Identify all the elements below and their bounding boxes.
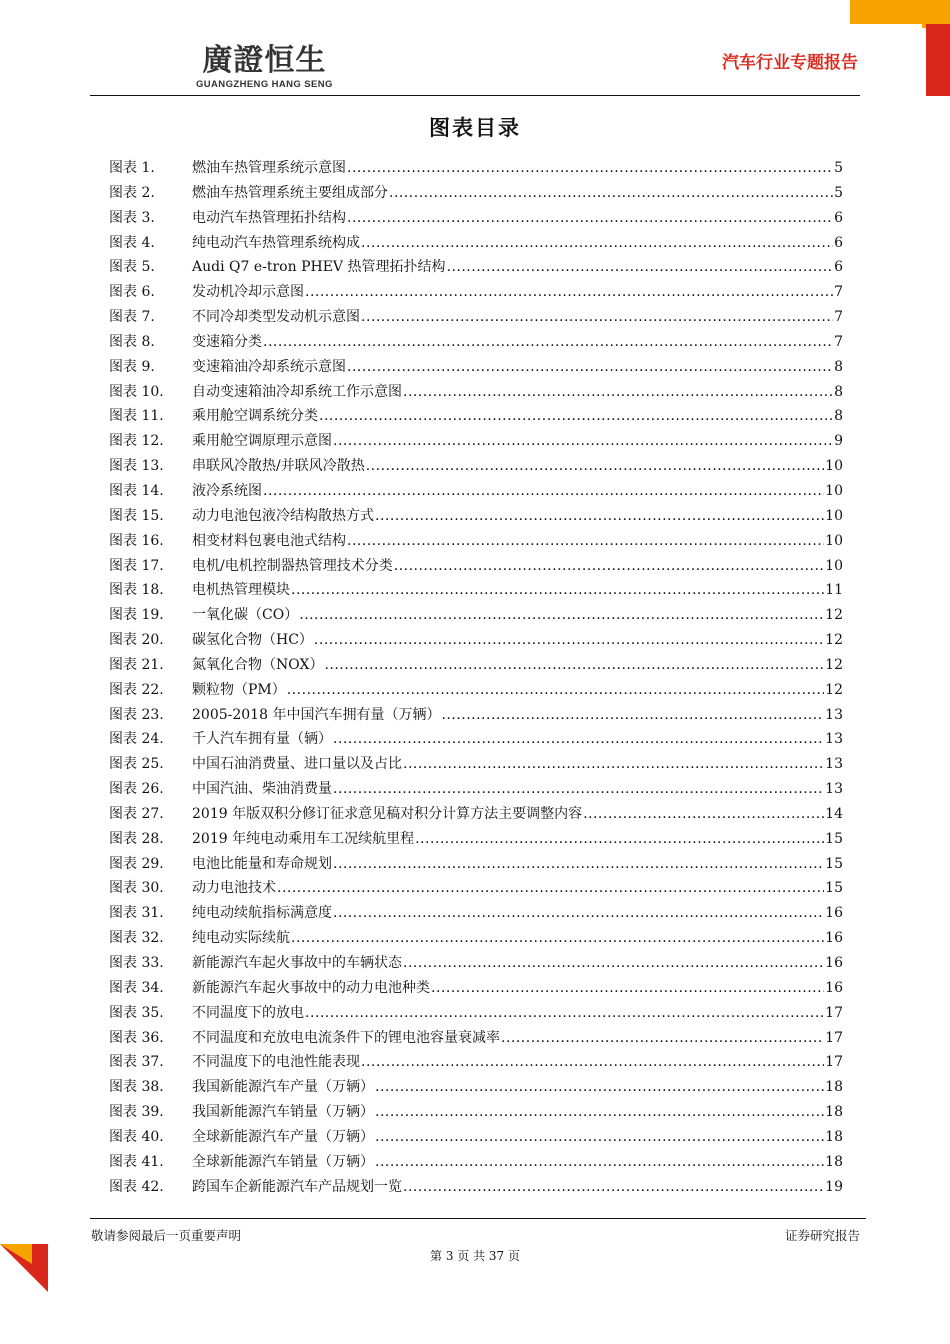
toc-entry-page: 9 <box>834 433 843 450</box>
toc-dot-leader <box>403 1179 824 1195</box>
toc-entry-page: 7 <box>834 333 843 350</box>
toc-entry[interactable] <box>109 356 843 381</box>
toc-entry[interactable] <box>109 381 843 406</box>
toc-entry[interactable] <box>109 654 843 679</box>
toc-entry-label: 图表 8. <box>109 333 155 350</box>
toc-entry-title: 不同温度和充放电电流条件下的锂电池容量衰减率 <box>192 1029 500 1046</box>
toc-entry[interactable] <box>109 455 843 480</box>
toc-entry-title: 动力电池包液冷结构散热方式 <box>192 507 374 524</box>
toc-dot-leader <box>333 905 824 921</box>
toc-dot-leader <box>287 682 824 698</box>
toc-entry[interactable] <box>109 232 843 257</box>
toc-entry-title: 全球新能源汽车销量（万辆） <box>192 1153 374 1170</box>
toc-entry[interactable] <box>109 927 843 952</box>
toc-entry-label: 图表 34. <box>109 979 164 996</box>
toc-entry-page: 18 <box>825 1128 843 1145</box>
toc-dot-leader <box>291 582 824 598</box>
toc-dot-leader <box>305 284 833 300</box>
corner-decoration-top-right <box>850 0 950 96</box>
toc-entry-page: 8 <box>834 358 843 375</box>
toc-entry[interactable] <box>109 778 843 803</box>
toc-entry-label: 图表 14. <box>109 482 164 499</box>
toc-entry-page: 16 <box>825 905 843 922</box>
toc-entry-label: 图表 33. <box>109 955 164 971</box>
toc-entry[interactable] <box>109 679 843 704</box>
toc-entry-label: 图表 5. <box>109 259 155 276</box>
toc-entry-label: 图表 22. <box>109 681 164 698</box>
toc-entry-title: 变速箱分类 <box>192 333 262 350</box>
toc-entry-page: 11 <box>825 582 843 599</box>
toc-entry[interactable] <box>109 505 843 530</box>
toc-entry-title: 燃油车热管理系统主要组成部分 <box>192 184 388 201</box>
toc-entry-title: 一氧化碳（CO） <box>192 607 299 624</box>
toc-entry-label: 图表 35. <box>109 1004 164 1021</box>
toc-entry-title: 不同温度下的放电 <box>192 1004 304 1021</box>
toc-dot-leader <box>375 1129 824 1145</box>
toc-entry-title: Audi Q7 e-tron PHEV 热管理拓扑结构 <box>192 259 446 276</box>
toc-entry-page: 7 <box>834 284 843 301</box>
toc-entry[interactable] <box>109 1051 843 1076</box>
toc-entry-page: 17 <box>825 1004 843 1021</box>
toc-entry-label: 图表 40. <box>109 1128 164 1145</box>
toc-entry-label: 图表 15. <box>109 507 164 524</box>
toc-entry-page: 8 <box>834 408 843 425</box>
page-title: 图表目录 <box>429 116 521 140</box>
footer-doc-type: 证券研究报告 <box>784 1228 860 1243</box>
toc-entry-label: 图表 4. <box>109 234 155 251</box>
toc-entry[interactable] <box>109 629 843 654</box>
toc-entry[interactable] <box>109 1002 843 1027</box>
toc-entry-page: 15 <box>825 830 843 847</box>
toc-dot-leader <box>583 806 824 822</box>
toc-entry-label: 图表 18. <box>109 582 164 599</box>
toc-dot-leader <box>347 160 833 176</box>
toc-entry[interactable] <box>109 828 843 853</box>
toc-entry-page: 17 <box>825 1054 843 1071</box>
toc-entry-label: 图表 10. <box>109 383 164 400</box>
toc-entry[interactable] <box>109 182 843 207</box>
page-number: 第 3 页 共 37 页 <box>430 1249 520 1263</box>
toc-entry-page: 5 <box>834 184 843 201</box>
toc-entry-label: 图表 21. <box>109 656 164 673</box>
toc-entry-page: 16 <box>825 955 843 971</box>
toc-entry[interactable] <box>109 530 843 555</box>
toc-entry[interactable] <box>109 1027 843 1052</box>
toc-entry[interactable] <box>109 1126 843 1151</box>
toc-entry-title: 电动汽车热管理拓扑结构 <box>192 209 346 226</box>
toc-dot-leader <box>361 235 833 251</box>
toc-entry[interactable] <box>109 1151 843 1176</box>
toc-entry[interactable] <box>109 753 843 778</box>
toc-dot-leader <box>431 980 824 996</box>
toc-entry-label: 图表 11. <box>109 408 164 425</box>
toc-entry[interactable] <box>109 1076 843 1101</box>
toc-entry-page: 12 <box>825 632 843 649</box>
toc-dot-leader <box>375 1104 824 1120</box>
toc-entry-page: 10 <box>825 507 843 524</box>
toc-entry-title: 变速箱油冷却系统示意图 <box>192 358 346 375</box>
toc-entry-page: 7 <box>834 309 843 326</box>
toc-entry[interactable] <box>109 207 843 232</box>
toc-entry[interactable] <box>109 256 843 281</box>
toc-entry[interactable] <box>109 952 843 977</box>
toc-dot-leader <box>441 707 824 723</box>
toc-entry-label: 图表 41. <box>109 1153 164 1170</box>
toc-entry-title: 电机热管理模块 <box>192 582 290 599</box>
toc-entry-label: 图表 19. <box>109 607 164 624</box>
toc-dot-leader <box>291 930 824 946</box>
toc-entry[interactable] <box>109 480 843 505</box>
toc-entry-title: 串联风冷散热/并联风冷散热 <box>192 458 365 475</box>
toc-entry-label: 图表 25. <box>109 756 164 773</box>
toc-entry-title: 颗粒物（PM） <box>192 681 286 698</box>
toc-entry[interactable] <box>109 405 843 430</box>
company-logo <box>196 44 333 90</box>
toc-entry-label: 图表 12. <box>109 433 164 450</box>
toc-entry[interactable] <box>109 430 843 455</box>
toc-entry-title: 乘用舱空调原理示意图 <box>192 433 332 450</box>
corner-decoration-bottom-left <box>0 1244 48 1292</box>
toc-entry-page: 10 <box>825 532 843 549</box>
toc-entry-page: 16 <box>825 930 843 947</box>
toc-entry-label: 图表 37. <box>109 1054 164 1071</box>
toc-entry[interactable] <box>109 604 843 629</box>
toc-entry[interactable] <box>109 306 843 331</box>
toc-entry-title: 新能源汽车起火事故中的车辆状态 <box>192 955 402 971</box>
toc-entry[interactable] <box>109 555 843 580</box>
toc-dot-leader <box>347 359 833 375</box>
toc-entry[interactable] <box>109 977 843 1002</box>
logo-chinese-name: 廣證恒生 <box>202 43 327 78</box>
toc-entry-label: 图表 2. <box>109 184 155 201</box>
toc-entry-label: 图表 1. <box>109 160 155 176</box>
toc-entry-title: 不同温度下的电池性能表现 <box>192 1054 360 1071</box>
toc-entry-title: 电机/电机控制器热管理技术分类 <box>192 557 393 574</box>
toc-dot-leader <box>305 1005 824 1021</box>
toc-dot-leader <box>403 384 833 400</box>
toc-entry-label: 图表 27. <box>109 805 164 822</box>
toc-entry-label: 图表 13. <box>109 458 164 475</box>
toc-entry-page: 14 <box>825 805 843 822</box>
toc-entry[interactable] <box>109 331 843 356</box>
toc-entry-title: 相变材料包裹电池式结构 <box>192 532 346 549</box>
toc-entry-page: 13 <box>825 756 843 773</box>
toc-entry-label: 图表 16. <box>109 532 164 549</box>
toc-entry-page: 12 <box>825 607 843 624</box>
toc-dot-leader <box>333 731 824 747</box>
report-type-label: 汽车行业专题报告 <box>722 53 858 73</box>
toc-entry-title: 液冷系统图 <box>192 482 262 499</box>
toc-entry-label: 图表 26. <box>109 781 164 798</box>
toc-dot-leader <box>333 856 824 872</box>
toc-dot-leader <box>375 1079 824 1095</box>
toc-entry-label: 图表 39. <box>109 1104 164 1121</box>
toc-dot-leader <box>324 657 824 673</box>
toc-entry-label: 图表 17. <box>109 557 164 574</box>
toc-dot-leader <box>361 309 833 325</box>
toc-entry-label: 图表 23. <box>109 706 164 723</box>
toc-entry-label: 图表 36. <box>109 1029 164 1046</box>
toc-entry-label: 图表 31. <box>109 905 164 922</box>
toc-entry-title: 纯电动实际续航 <box>192 930 290 947</box>
toc-entry[interactable] <box>109 579 843 604</box>
toc-entry-title: 跨国车企新能源汽车产品规划一览 <box>192 1178 402 1195</box>
toc-entry-title: 燃油车热管理系统示意图 <box>192 160 346 176</box>
toc-entry-page: 10 <box>825 482 843 499</box>
toc-entry-label: 图表 9. <box>109 358 155 375</box>
toc-entry[interactable] <box>109 281 843 306</box>
logo-english-name: GUANGZHENG HANG SENG <box>196 79 333 90</box>
toc-entry-label: 图表 32. <box>109 930 164 947</box>
toc-entry-page: 15 <box>825 880 843 897</box>
toc-dot-leader <box>389 185 833 201</box>
toc-entry-title: 发动机冷却示意图 <box>192 284 304 301</box>
toc-entry-label: 图表 38. <box>109 1079 164 1096</box>
toc-entry[interactable] <box>109 877 843 902</box>
toc-entry-page: 12 <box>825 681 843 698</box>
toc-entry-label: 图表 20. <box>109 632 164 649</box>
toc-entry-page: 18 <box>825 1153 843 1170</box>
header-divider <box>90 95 860 96</box>
toc-entry-title: 动力电池技术 <box>192 880 276 897</box>
toc-dot-leader <box>447 259 834 275</box>
toc-dot-leader <box>319 408 833 424</box>
toc-dot-leader <box>347 210 833 226</box>
toc-dot-leader <box>403 955 824 971</box>
toc-entry-title: 我国新能源汽车销量（万辆） <box>192 1104 374 1121</box>
table-of-figures <box>109 157 843 1200</box>
toc-entry-title: 新能源汽车起火事故中的动力电池种类 <box>192 979 430 996</box>
toc-entry-page: 18 <box>825 1079 843 1096</box>
toc-dot-leader <box>347 533 824 549</box>
toc-entry-title: 乘用舱空调系统分类 <box>192 408 318 425</box>
toc-entry-page: 12 <box>825 656 843 673</box>
toc-entry-title: 2019 年版双积分修订征求意见稿对积分计算方法主要调整内容 <box>192 805 583 822</box>
toc-entry-title: 2005-2018 年中国汽车拥有量（万辆） <box>192 706 441 723</box>
toc-dot-leader <box>314 632 824 648</box>
toc-entry-title: 纯电动续航指标满意度 <box>192 905 332 922</box>
toc-entry-page: 8 <box>834 383 843 400</box>
toc-entry-page: 19 <box>825 1178 843 1195</box>
toc-dot-leader <box>361 1054 824 1070</box>
toc-entry[interactable] <box>109 728 843 753</box>
toc-entry-page: 13 <box>825 706 843 723</box>
toc-dot-leader <box>263 334 833 350</box>
toc-entry-label: 图表 24. <box>109 731 164 748</box>
toc-dot-leader <box>403 756 824 772</box>
toc-entry-title: 中国石油消费量、进口量以及占比 <box>192 756 402 773</box>
toc-dot-leader <box>375 1154 824 1170</box>
toc-entry-title: 电池比能量和寿命规划 <box>192 855 332 872</box>
toc-entry-label: 图表 42. <box>109 1178 164 1195</box>
toc-entry-page: 18 <box>825 1104 843 1121</box>
toc-entry-title: 中国汽油、柴油消费量 <box>192 781 332 798</box>
toc-entry-page: 13 <box>825 731 843 748</box>
toc-entry-label: 图表 7. <box>109 309 155 326</box>
toc-entry-title: 不同冷却类型发动机示意图 <box>192 309 360 326</box>
footer-disclaimer: 敬请参阅最后一页重要声明 <box>91 1228 242 1243</box>
footer-divider <box>90 1218 866 1219</box>
toc-entry[interactable] <box>109 1176 843 1201</box>
toc-entry[interactable] <box>109 853 843 878</box>
toc-entry-page: 13 <box>825 781 843 798</box>
toc-entry-page: 16 <box>825 979 843 996</box>
toc-entry-label: 图表 29. <box>109 855 164 872</box>
toc-entry-label: 图表 30. <box>109 880 164 897</box>
toc-entry-page: 5 <box>834 160 843 176</box>
toc-entry[interactable] <box>109 803 843 828</box>
toc-entry-page: 15 <box>825 855 843 872</box>
toc-entry-label: 图表 28. <box>109 830 164 847</box>
toc-entry-page: 17 <box>825 1029 843 1046</box>
toc-dot-leader <box>277 880 824 896</box>
toc-entry-label: 图表 6. <box>109 284 155 301</box>
toc-entry-title: 千人汽车拥有量（辆） <box>192 731 332 748</box>
toc-entry-page: 10 <box>825 458 843 475</box>
toc-entry-title: 我国新能源汽车产量（万辆） <box>192 1079 374 1096</box>
toc-entry-page: 6 <box>834 209 843 226</box>
toc-entry-title: 全球新能源汽车产量（万辆） <box>192 1128 374 1145</box>
toc-entry[interactable] <box>109 902 843 927</box>
toc-dot-leader <box>415 831 824 847</box>
toc-entry-title: 纯电动汽车热管理系统构成 <box>192 234 360 251</box>
toc-entry-title: 自动变速箱油冷却系统工作示意图 <box>192 383 402 400</box>
toc-entry-label: 图表 3. <box>109 209 155 226</box>
toc-entry[interactable] <box>109 157 843 182</box>
toc-entry-title: 2019 年纯电动乘用车工况续航里程 <box>192 830 415 847</box>
toc-dot-leader <box>333 781 824 797</box>
toc-dot-leader <box>366 458 824 474</box>
toc-entry-page: 6 <box>834 259 843 276</box>
toc-dot-leader <box>263 483 824 499</box>
toc-entry-title: 氮氧化合物（NOX） <box>192 656 324 673</box>
toc-entry[interactable] <box>109 704 843 729</box>
toc-dot-leader <box>394 558 824 574</box>
toc-entry[interactable] <box>109 1101 843 1126</box>
toc-dot-leader <box>333 433 833 449</box>
toc-entry-page: 10 <box>825 557 843 574</box>
toc-dot-leader <box>299 607 824 623</box>
toc-dot-leader <box>501 1030 824 1046</box>
toc-entry-page: 6 <box>834 234 843 251</box>
toc-dot-leader <box>375 508 824 524</box>
toc-entry-title: 碳氢化合物（HC） <box>192 632 313 649</box>
